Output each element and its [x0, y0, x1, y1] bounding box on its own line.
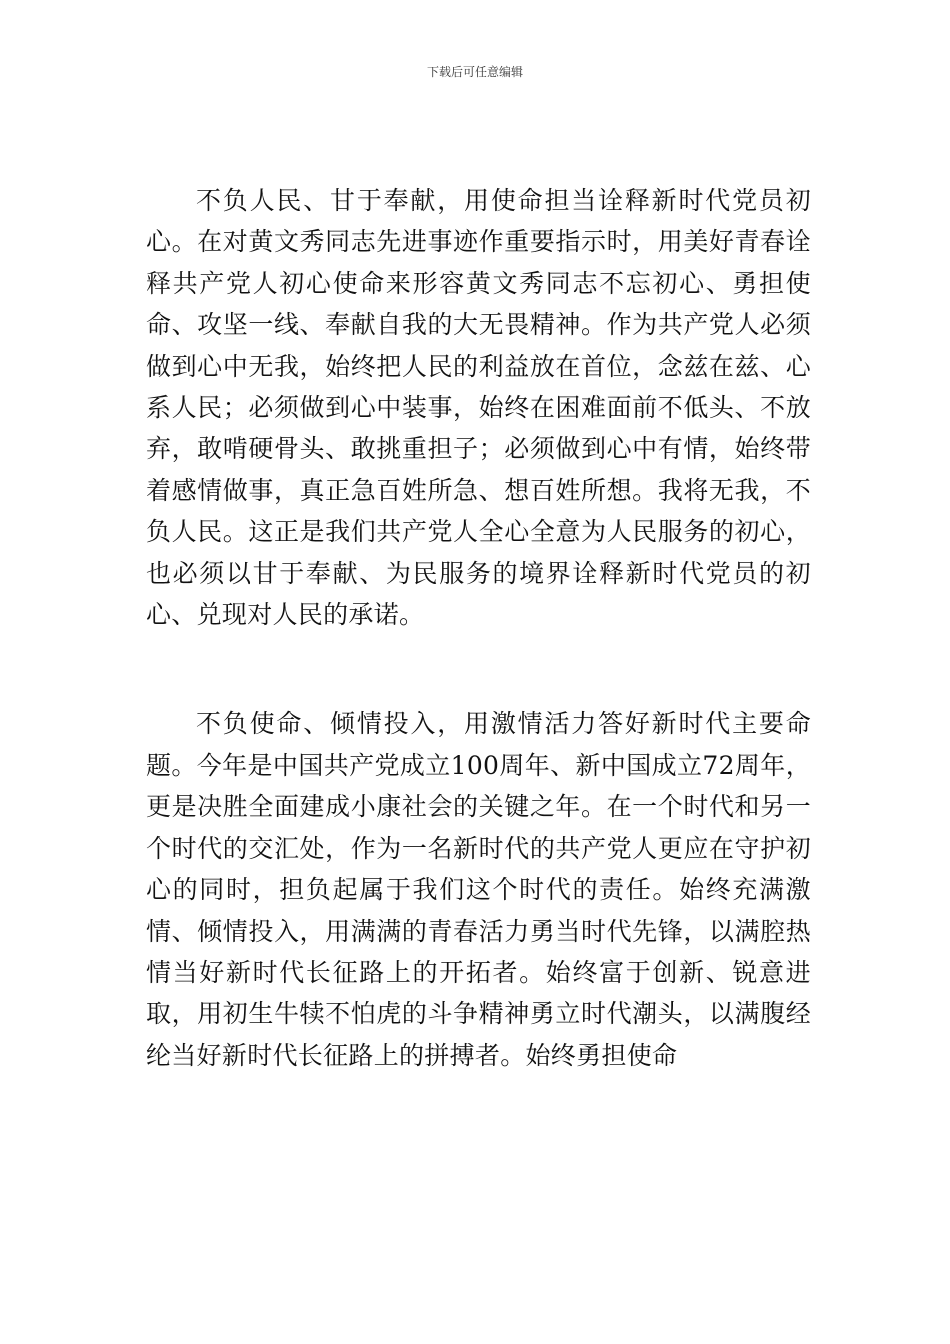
paragraph-2: 不负使命、倾情投入，用激情活力答好新时代主要命题。今年是中国共产党成立100周年、新中国成立72周年，更是决胜全面建成小康社会的关键之年。在一个时代和另一个时代的交汇处，作为一名新时代的共产党人更应在守护初心的同时，担负起属于我们这个时代的责任。始终充满激情、倾情投入，用满满的青春活力勇当时代先锋，以满腔热情当好新时代长征路上的开拓者。始终富于创新、锐意进取，用初生牛犊不怕虎的斗争精神勇立时代潮头，以满腹经纶当好新时代长征路上的拼搏者。始终勇担使命 — [146, 709, 811, 1070]
page-header-note: 下载后可任意编辑 — [426, 65, 523, 79]
document-body — [146, 180, 811, 1076]
paragraph-1: 不负人民、甘于奉献，用使命担当诠释新时代党员初心。在对黄文秀同志先进事迹作重要指示时，用美好青春诠释共产党人初心使命来形容黄文秀同志不忘初心、勇担使命、攻坚一线、奉献自我的大无畏精神。作为共产党人必须做到心中无我，始终把人民的利益放在首位，念兹在兹、心系人民；必须做到心中装事，始终在困难面前不低头、不放弃，敢啃硬骨头、敢挑重担子；必须做到心中有情，始终带着感情做事，真正急百姓所急、想百姓所想。我将无我，不负人民。这正是我们共产党人全心全意为人民服务的初心，也必须以甘于奉献、为民服务的境界诠释新时代党员的初心、兑现对人民的承诺。 — [146, 186, 811, 630]
